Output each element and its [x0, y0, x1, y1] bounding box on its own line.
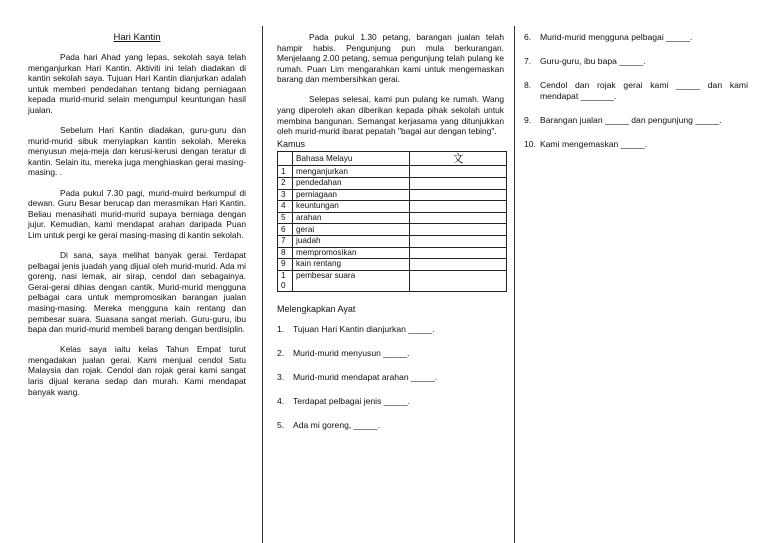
table-row — [278, 259, 507, 271]
table-cell-number: 1 — [278, 166, 293, 178]
question-number: 2. — [277, 347, 285, 358]
table-header-num — [278, 152, 293, 166]
table-cell-chinese-blank[interactable] — [410, 259, 507, 271]
table-cell-chinese-blank[interactable] — [410, 212, 507, 224]
question-text[interactable]: Murid-murid mendapat arahan _____. — [293, 371, 438, 382]
story-paragraph: Sebelum Hari Kantin diadakan, guru-guru dan murid-murid sibuk menyiapkan kantin sekolah. Mereka menyusun meja-meja dan kerusi-kerusi dengan teratur di kantin. Selain itu, mereka juga menghiaskan gerai masing-masing. . — [28, 125, 246, 178]
table-row — [278, 247, 507, 259]
question-item — [524, 56, 748, 67]
story-paragraph: Di sana, saya melihat banyak gerai. Terdapat pelbagai jenis juadah yang dijual oleh murid-murid. Ada mi goreng, nasi lemak, air sirap, cendol dan sebagainya. Gerai-gerai dihias dengan cantik. Murid-murid mengguna pelbagai cara untuk mempromosikan barangan jualan masing-masing. Mereka mengguna kain rentang dan pembesar suara. Suasana sangat meriah. Guru-guru, ibu bapa dan murid-murid membeli barang dengan berdisiplin. — [28, 250, 246, 335]
question-text[interactable]: Tujuan Hari Kantin dianjurkan _____. — [293, 323, 435, 334]
table-row — [278, 166, 507, 178]
table-cell-chinese-blank[interactable] — [410, 247, 507, 259]
question-item — [277, 372, 504, 383]
table-cell-malay-word: mempromosikan — [293, 247, 410, 259]
table-cell-chinese-blank[interactable] — [410, 270, 507, 291]
table-cell-number: 3 — [278, 189, 293, 201]
question-item — [524, 80, 748, 102]
question-text[interactable]: Cendol dan rojak gerai kami _____ dan kami mendapat _______. — [540, 80, 748, 101]
question-number: 10. — [524, 139, 536, 149]
question-item — [277, 396, 504, 407]
table-cell-number: 5 — [278, 212, 293, 224]
story-paragraph: Kelas saya iaitu kelas Tahun Empat turut mengadakan jualan gerai. Kami menjual cendol Satu Malaysia dan rojak. Cendol dan rojak gerai kami sangat laris dijual kerana sedap dan murah. Kami mendapat banyak wang. — [28, 344, 246, 397]
column-story-part-2 — [262, 0, 514, 543]
table-cell-malay-word: keuntungan — [293, 201, 410, 213]
table-cell-malay-word: pendedahan — [293, 177, 410, 189]
question-item — [277, 324, 504, 335]
question-number: 9. — [524, 115, 532, 125]
question-list-1 — [277, 324, 504, 431]
question-item — [524, 139, 748, 150]
table-cell-malay-word: kain rentang — [293, 259, 410, 271]
question-number: 7. — [524, 56, 532, 66]
table-header-chinese: 文 — [410, 152, 507, 166]
column-story-part-1 — [0, 0, 258, 543]
table-cell-malay-word: gerai — [293, 224, 410, 236]
question-text[interactable]: Ada mi goreng, _____. — [293, 419, 380, 430]
table-row — [278, 270, 507, 291]
table-cell-chinese-blank[interactable] — [410, 166, 507, 178]
table-cell-number: 6 — [278, 224, 293, 236]
table-cell-chinese-blank[interactable] — [410, 189, 507, 201]
question-number: 1. — [277, 323, 285, 334]
question-text[interactable]: Kami mengemaskan _____. — [540, 139, 648, 149]
question-number: 4. — [277, 395, 285, 406]
table-header-row — [278, 152, 507, 166]
question-text[interactable]: Barangan jualan _____ dan pengunjung _____. — [540, 115, 722, 125]
table-cell-number: 7 — [278, 235, 293, 247]
table-cell-malay-word: juadah — [293, 235, 410, 247]
table-row — [278, 189, 507, 201]
page-title: Hari Kantin — [113, 32, 161, 43]
question-text[interactable]: Guru-guru, ibu bapa _____. — [540, 56, 646, 66]
table-cell-number: 8 — [278, 247, 293, 259]
question-number: 6. — [524, 32, 532, 42]
table-cell-malay-word: menganjurkan — [293, 166, 410, 178]
table-row — [278, 177, 507, 189]
exercise-title: Melengkapkan Ayat — [277, 303, 356, 314]
question-text[interactable]: Murid-murid menyusun _____. — [293, 347, 410, 358]
table-cell-malay-word: pembesar suara — [293, 270, 410, 291]
table-cell-chinese-blank[interactable] — [410, 235, 507, 247]
question-text[interactable]: Terdapat pelbagai jenis _____. — [293, 395, 411, 406]
table-cell-chinese-blank[interactable] — [410, 177, 507, 189]
table-cell-chinese-blank[interactable] — [410, 201, 507, 213]
question-item — [277, 420, 504, 431]
story-paragraph: Selepas selesai, kami pun pulang ke rumah. Wang yang diperoleh akan diberikan kepada pihak sekolah untuk membina bangunan. Semangat kerjasama yang ditunjukkan oleh murid-murid ibarat pepatah "bagai aur dengan tebing". — [277, 94, 504, 137]
question-number: 3. — [277, 371, 285, 382]
story-paragraph: Pada pukul 1.30 petang, barangan jualan telah hampir habis. Pengunjung pun mula berkurangan. Menjelaang 2.00 petang, semua pengunjung telah pulang ke rumah. Puan Lim mengarahkan kami untuk mengemaskan barang dan membersihkan gerai. — [277, 32, 504, 85]
question-list-2 — [524, 32, 748, 150]
vocabulary-table — [277, 151, 507, 291]
table-cell-number: 9 — [278, 259, 293, 271]
column-questions — [514, 0, 768, 543]
question-text[interactable]: Murid-murid mengguna pelbagai _____. — [540, 32, 693, 42]
question-number: 8. — [524, 80, 532, 90]
question-item — [524, 32, 748, 43]
story-paragraph: Pada hari Ahad yang lepas, sekolah saya telah menganjurkan Hari Kantin. Aktiviti ini telah diadakan di kantin sekolah saya. Tujuan Hari Kantin dianjurkan adalah untuk memberi pendedahan tentang bidang perniagaan kepada murid-murid selain mengumpul keuntungan hasil jualan. — [28, 52, 246, 115]
question-number: 5. — [277, 419, 285, 430]
table-row — [278, 212, 507, 224]
table-cell-number: 2 — [278, 177, 293, 189]
table-row — [278, 224, 507, 236]
question-item — [277, 348, 504, 359]
table-row — [278, 235, 507, 247]
table-cell-number: 4 — [278, 201, 293, 213]
table-cell-malay-word: perniagaan — [293, 189, 410, 201]
vocabulary-table-body — [278, 166, 507, 291]
table-cell-number: 1 0 — [278, 270, 293, 291]
table-cell-chinese-blank[interactable] — [410, 224, 507, 236]
table-header-malay: Bahasa Melayu — [293, 152, 410, 166]
question-item — [524, 115, 748, 126]
table-cell-malay-word: arahan — [293, 212, 410, 224]
kamus-label: Kamus — [277, 139, 306, 150]
story-paragraph: Pada pukul 7.30 pagi, murid-muird berkumpul di dewan. Guru Besar berucap dan merasmikan Hari Kantin. Beliau menasihati murid-murid supaya berniaga dengan jujur. Kemudian, kami mendapat arahan daripada Puan Lim untuk pergi ke gerai masing-masing di kantin sekolah. — [28, 187, 246, 240]
table-row — [278, 201, 507, 213]
